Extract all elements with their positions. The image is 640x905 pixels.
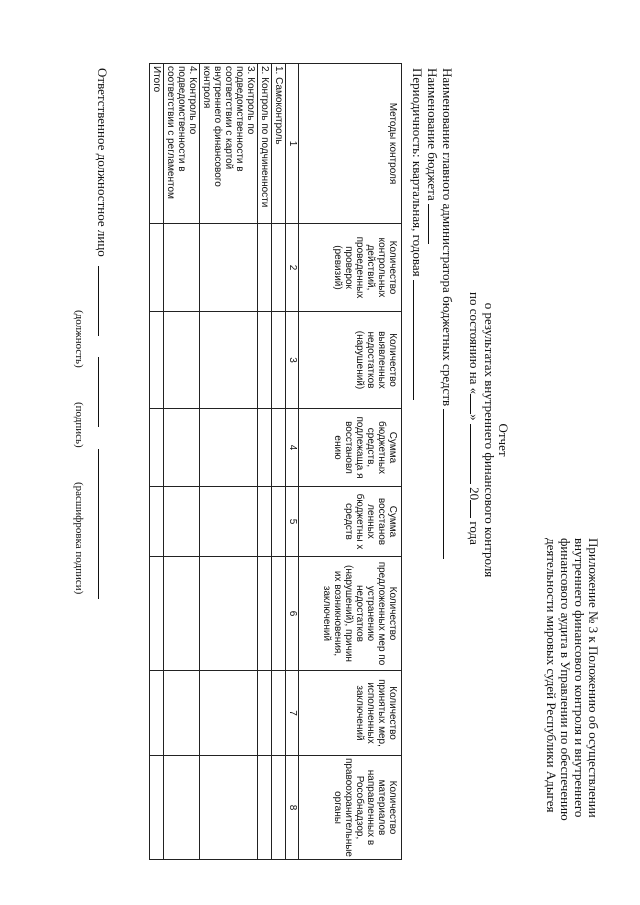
table-row <box>258 64 272 860</box>
col-number: 1 <box>286 64 299 224</box>
date-prefix: по состоянию на « <box>467 292 482 395</box>
row-total: Итого <box>150 64 164 224</box>
table-cell <box>272 557 286 671</box>
table-cell <box>164 671 200 756</box>
table-cell <box>272 224 286 312</box>
report-subtitle: о результатах внутреннего финансового контроля <box>482 302 497 578</box>
table-cell <box>150 224 164 312</box>
row-method-self-control: 1. Самоконтроль <box>272 64 286 224</box>
col-header-accepted-measures: Количество принятых мер, исполненных заключений <box>299 671 402 756</box>
report-date-line <box>466 292 482 592</box>
col-header-materials-sent: Количество материалов направленных в Рособнадзор, правоохранительные органы <box>299 756 402 860</box>
col-number: 2 <box>286 224 299 312</box>
table-cell <box>272 671 286 756</box>
table-cell <box>200 671 258 756</box>
col-header-violations: Количество выявленных недостатков (нарушений) <box>299 312 402 409</box>
report-title: Отчет <box>496 423 511 457</box>
budget-label: Наименование бюджета <box>425 68 440 201</box>
table-cell <box>258 671 272 756</box>
table-cell <box>150 671 164 756</box>
table-cell <box>200 756 258 860</box>
col-number: 7 <box>286 671 299 756</box>
table-cell <box>150 487 164 557</box>
date-suffix: года <box>467 521 482 545</box>
row-method-departmental-map: 3. Контроль по подведомственности в соответствии с картой внутреннего финансового контроля <box>200 64 258 224</box>
admin-label: Наименование главного администратора бюджетных средств <box>440 68 455 407</box>
table-row <box>272 64 286 860</box>
table-row <box>150 64 164 860</box>
control-results-table <box>149 63 402 860</box>
table-cell <box>200 557 258 671</box>
table-cell <box>164 487 200 557</box>
column-numbers-row <box>286 64 299 860</box>
table-cell <box>150 409 164 487</box>
col-header-proposed-measures: Количество предложенных мер по устранению недостатков (нарушений), причин их возникновения, заключений <box>299 557 402 671</box>
col-header-amount-restored: Сумма восстанов ленных бюджетны х средств <box>299 487 402 557</box>
table-cell <box>164 557 200 671</box>
periodicity-field <box>410 68 425 588</box>
table-cell <box>258 409 272 487</box>
position-blank <box>98 266 110 336</box>
appendix-note: Приложение № 3 к Положению об осуществлении внутреннего финансового контроля и внутреннего финансового аудита в Управлении по обеспечению деятельности мировых судей Республики Адыгея <box>544 538 601 821</box>
col-number: 8 <box>286 756 299 860</box>
date-day-blank <box>470 394 482 414</box>
col-number: 5 <box>286 487 299 557</box>
report-title-block <box>482 290 510 590</box>
table-cell <box>258 487 272 557</box>
date-year-blank <box>470 500 482 518</box>
table-cell <box>258 312 272 409</box>
decoding-blank <box>98 449 110 599</box>
table-header-row <box>299 64 402 860</box>
col-number: 6 <box>286 557 299 671</box>
table-cell <box>200 487 258 557</box>
row-method-departmental-regulation: 4. Контроль по подведомственности в соответствии с регламентом <box>164 64 200 224</box>
table-cell <box>272 756 286 860</box>
decoding-caption: (расшифровка подписи) <box>73 482 85 595</box>
admin-blank <box>443 409 455 559</box>
table-cell <box>272 487 286 557</box>
header-fields <box>410 68 455 588</box>
table-cell <box>272 312 286 409</box>
table-cell <box>150 312 164 409</box>
table-cell <box>164 224 200 312</box>
table-cell <box>164 409 200 487</box>
table-cell <box>258 756 272 860</box>
signature-line <box>94 68 110 768</box>
table-cell <box>164 756 200 860</box>
col-number: 4 <box>286 409 299 487</box>
table-cell <box>150 557 164 671</box>
row-method-subordination: 2. Контроль по подчиненности <box>258 64 272 224</box>
table-cell <box>258 224 272 312</box>
position-caption: (должность) <box>73 310 85 368</box>
periodicity-blank <box>413 280 425 400</box>
signature-blank <box>98 357 110 427</box>
table-cell <box>272 409 286 487</box>
signature-caption: (подпись) <box>73 402 85 448</box>
col-header-actions: Количество контрольных действий, проведенных проверок (ревизий) <box>299 224 402 312</box>
table-cell <box>150 756 164 860</box>
table-row <box>200 64 258 860</box>
responsible-label: Ответственное должностное лицо <box>95 68 110 257</box>
table-cell <box>258 557 272 671</box>
table-cell <box>200 312 258 409</box>
budget-field <box>425 68 440 588</box>
date-mid: » <box>467 414 482 421</box>
table-cell <box>200 224 258 312</box>
table-row <box>164 64 200 860</box>
date-month-blank <box>470 424 482 484</box>
col-header-methods: Методы контроля <box>299 64 402 224</box>
table-cell <box>164 312 200 409</box>
col-header-amount-due: Сумма бюджетных средств, подлежаща я восстановл ению <box>299 409 402 487</box>
table-cell <box>200 409 258 487</box>
periodicity-label: Периодичность: квартальная, годовая <box>410 68 425 277</box>
budget-blank <box>428 204 440 244</box>
date-year-prefix: 20 <box>467 487 482 501</box>
col-number: 3 <box>286 312 299 409</box>
admin-field <box>440 68 455 588</box>
